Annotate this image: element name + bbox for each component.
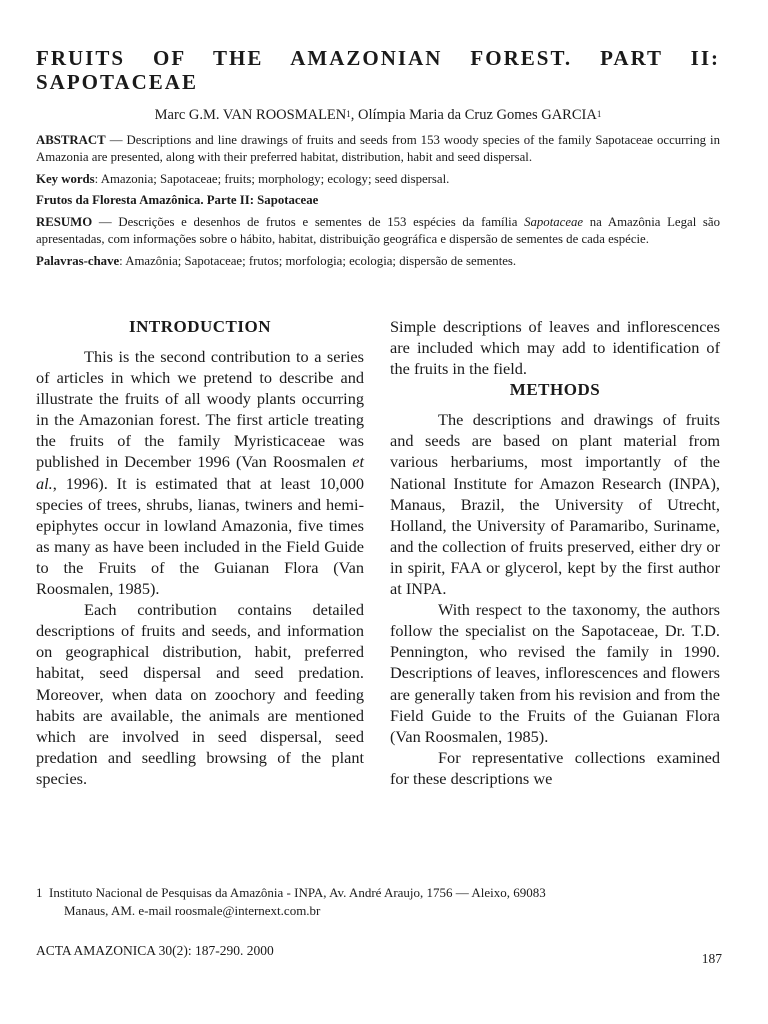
author-2: Olímpia Maria da Cruz Gomes GARCIA: [358, 107, 597, 123]
footnote-text-1: Instituto Nacional de Pesquisas da Amazônia - INPA, Av. André Araujo, 1756 — Aleixo, 69083: [49, 885, 546, 900]
resumo-dash: —: [92, 215, 119, 230]
methods-paragraph-3: For representative collections examined for these descriptions we: [390, 747, 720, 788]
portuguese-title-text: Frutos da Floresta Amazônica. Parte II: Sapotaceae: [36, 193, 319, 208]
keywords-text: : Amazonia; Sapotaceae; fruits; morphology; ecology; seed dispersal.: [94, 171, 450, 186]
intro-paragraph-1: [36, 346, 364, 599]
article-header: [36, 46, 720, 275]
right-column: [390, 316, 720, 789]
author-1-mark: 1: [346, 109, 351, 119]
author-1: Marc G.M. VAN ROOSMALEN: [154, 107, 347, 123]
author-2-mark: 1: [596, 109, 602, 119]
footnote-line-1: [36, 884, 726, 902]
author-line: [36, 106, 720, 124]
intro-p1-a: This is the second contribution to a series of articles in which we pretend to describe and illustrate the fruits of all woody plants occurring in the Amazonian forest. The first article treating the fruits of the family Myristicaceae was published in December 1996 (Van Roosmalen: [36, 347, 364, 472]
footnote-line-2: Manaus, AM. e-mail roosmale@internext.com.br: [64, 903, 321, 918]
methods-paragraph-1: The descriptions and drawings of fruits and seeds are based on plant material from various herbariums, most importantly of the National Institute for Amazon Research (INPA), Manaus, Brazil, the University of Utrecht, Holland, the University of Paramaribo, Suriname, and the collection of fruits preserved, either dry or in spirit, FAA or glycerol, kept by the first author at INPA.: [390, 410, 720, 599]
resumo-text-b: na Amazônia Legal são apresentadas, com informações sobre o hábito, habitat, distribuição geográfica e dispersão de sementes de cada espécie.: [36, 215, 720, 246]
journal-citation: ACTA AMAZONICA 30(2): 187-290. 2000: [36, 943, 274, 958]
page-number: 187: [701, 951, 722, 966]
palavras-text: : Amazônia; Sapotaceae; frutos; morfologia; ecologia; dispersão de sementes.: [119, 253, 517, 268]
palavras-label: Palavras-chave: [36, 253, 120, 268]
resumo-text-italic: Sapotaceae: [524, 215, 584, 230]
abstract-dash: —: [105, 133, 127, 147]
footnote: [36, 884, 726, 920]
footnote-mark: 1: [36, 885, 43, 900]
page-footer: [36, 943, 722, 967]
intro-p1-italic: et al.: [36, 452, 364, 493]
methods-paragraph-2: With respect to the taxonomy, the authors follow the specialist on the Sapotaceae, Dr. T.D. Pennington, who revised the family in 1990. Descriptions of leaves, inflorescences and flowers are generally taken from his revision and from the Field Guide to the Fruits of the Guianan Flora (Van Roosmalen, 1985).: [390, 600, 720, 746]
keywords: [36, 171, 720, 188]
palavras-chave: [36, 253, 720, 270]
methods-heading: METHODS: [509, 380, 601, 400]
article-title: FRUITS OF THE AMAZONIAN FOREST. PART II: SAPOTACEAE: [36, 46, 720, 94]
introduction-heading: INTRODUCTION: [128, 317, 272, 336]
resumo-label: RESUMO: [36, 215, 93, 230]
abstract-text: Descriptions and line drawings of fruits and seeds from 153 woody species of the family Sapotaceae occurring in Amazonia are presented, along with their preferred habitat, distribution, habit and seed dispersal.: [36, 133, 720, 164]
portuguese-title: [36, 192, 720, 209]
resumo: [36, 214, 720, 248]
left-column: [36, 316, 364, 789]
keywords-label: Key words: [36, 171, 95, 186]
abstract: [36, 132, 720, 166]
intro-paragraph-3: Simple descriptions of leaves and inflorescences are included which may add to identification of the fruits in the field.: [390, 317, 720, 379]
resumo-text-a: Descrições e desenhos de frutos e sementes de 153 espécies da família: [118, 215, 525, 230]
intro-paragraph-2: Each contribution contains detailed descriptions of fruits and seeds, and information on geographical distribution, habit, preferred habitat, seed dispersal and seed predation. Moreover, when data on zoochory and feeding habits are available, the animals are mentioned which are involved in seed dispersal, seed predation and seedling browsing of the plant species.: [36, 600, 364, 788]
intro-p1-b: , 1996). It is estimated that at least 10,000 species of trees, shrubs, lianas, twiners and hemi-epiphytes occur in lowland Amazonia, five times as many as have been included in the Field Guide to the Fruits of the Guianan Flora (Van Roosmalen, 1985).: [36, 473, 364, 599]
abstract-label: ABSTRACT: [36, 133, 106, 147]
abstract-block: [36, 132, 720, 270]
author-separator: ,: [350, 107, 359, 123]
